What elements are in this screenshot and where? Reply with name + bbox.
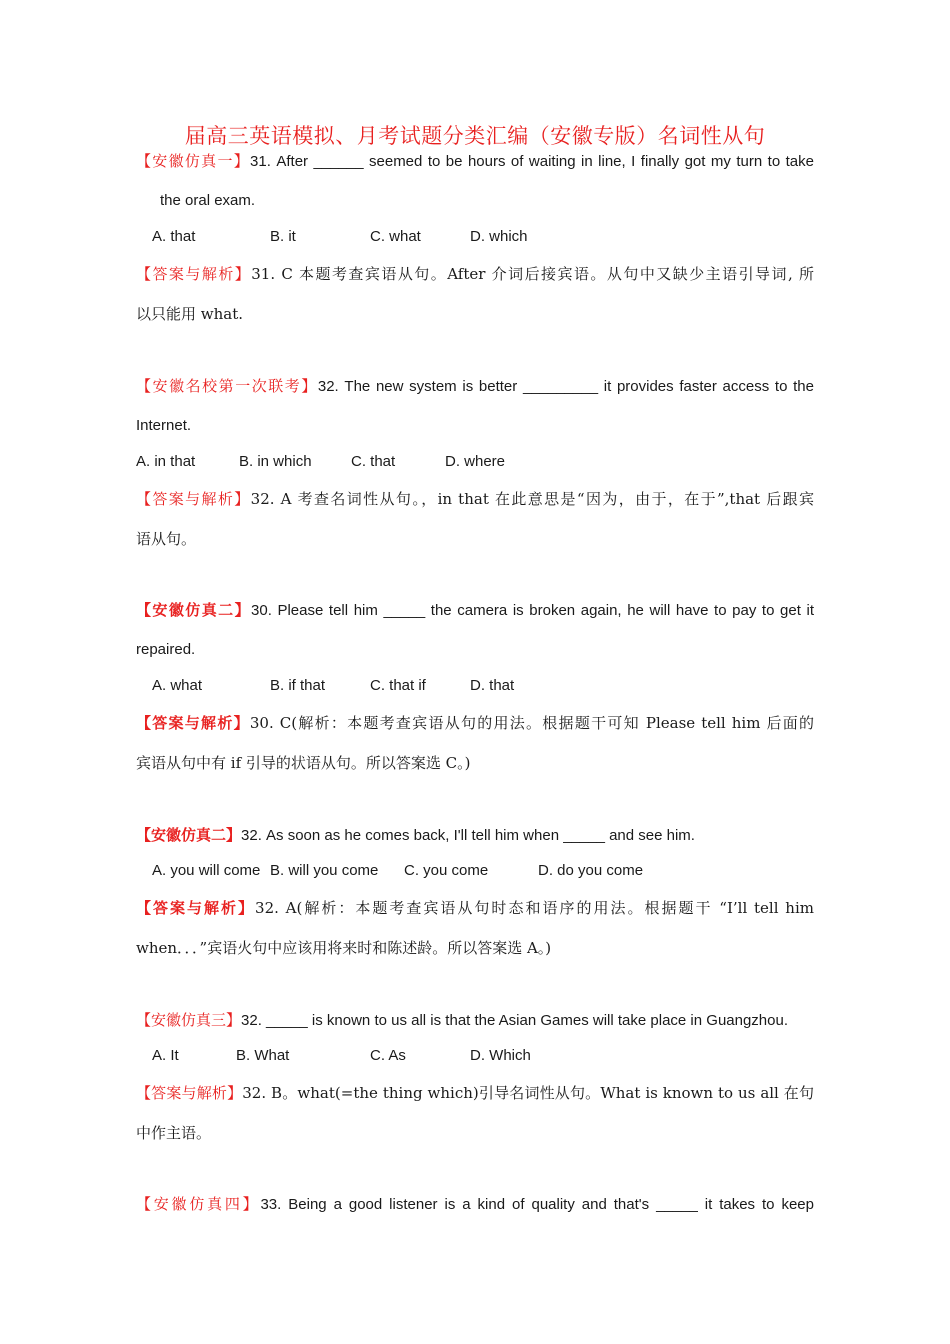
option-a: A. you will come [152,862,261,879]
answer-4-line-1 [136,888,814,928]
question-2 [136,366,814,446]
option-b: B. if that [270,677,326,694]
option-c: C. that if [370,677,426,694]
option-c: C. As [370,1047,406,1064]
option-b: B. What [236,1047,290,1064]
source-tag: 【安徽仿真三】 [136,1011,242,1029]
question-2-line-2: Internet. [136,417,192,434]
answer-tag: 【答案与解析】 [136,490,251,508]
question-3 [136,590,814,670]
question-5-line-1 [136,1000,814,1040]
question-2-options [136,447,814,477]
answer-tag: 【答案与解析】 [136,714,250,732]
option-d: D. do you come [538,862,644,879]
answer-text: 32. B。what(=the thing which)引导名词性从句。What is known to us all 在句 [242,1084,814,1102]
option-c: C. you come [404,862,489,879]
answer-text: 30. C(解析：本题考查宾语从句的用法。根据题干可知 Please tell him 后面的 [249,714,814,732]
question-3-options [136,671,814,701]
answer-tag: 【答案与解析】 [136,265,252,283]
answer-1-line-1 [136,254,814,294]
source-tag: 【安徽仿真二】 [136,826,242,844]
question-1-options [136,222,814,252]
question-6 [136,1184,814,1224]
question-text: 32. As soon as he comes back, I'll tell him when _____ and see him. [241,827,695,844]
answer-4-line-2: when．．．”宾语火句中应该用将来时和陈述龄。所以答案选 A。) [136,939,552,957]
question-5-options [136,1041,814,1071]
source-tag: 【安徽仿真二】 [136,601,252,619]
source-tag: 【安徽名校第一次联考】 [136,377,318,395]
answer-3 [136,703,814,783]
option-c: C. that [351,453,396,470]
answer-3-line-2: 宾语从句中有 if 引导的状语从句。所以答案选 C。) [136,754,471,772]
answer-2-line-1 [136,479,814,519]
answer-5 [136,1073,814,1153]
question-2-line-1 [136,366,814,406]
question-4-options [136,856,814,886]
source-tag: 【安徽仿真四】 [136,1195,261,1213]
question-text: 32. The new system is better _________ it provides faster access to the [317,378,814,395]
question-1-line-1 [136,141,814,181]
option-b: B. it [270,228,296,245]
question-text: 32. _____ is known to us all is that the Asian Games will take place in Guangzhou. [241,1012,789,1029]
document-title: 届高三英语模拟、月考试题分类汇编（安徽专版）名词性从句 [184,124,766,148]
answer-tag: 【答案与解析】 [136,899,256,917]
answer-1 [136,254,814,334]
answer-text: 31. C 本题考查宾语从句。After 介词后接宾语。从句中又缺少主语引导词, 所 [251,265,814,283]
source-tag: 【安徽仿真一】 [136,152,251,170]
option-a: A. in that [136,453,196,470]
option-a: A. It [152,1047,179,1064]
option-b: B. in which [239,453,312,470]
answer-text: 32. A 考查名词性从句。，in that 在此意思是“因为，由于，在于”,that 后跟宾 [250,490,814,508]
option-d: D. Which [470,1047,531,1064]
answer-2 [136,479,814,559]
answer-tag: 【答案与解析】 [136,1084,243,1102]
option-a: A. that [152,228,196,245]
question-3-line-1 [136,590,814,630]
answer-5-line-2: 中作主语。 [136,1124,212,1142]
option-d: D. which [470,228,528,245]
answer-2-line-2: 语从句。 [136,530,197,548]
question-text: 30. Please tell him _____ the camera is broken again, he will have to pay to get it [251,602,814,619]
answer-5-line-1 [136,1073,814,1113]
option-d: D. where [445,453,506,470]
answer-3-line-1 [136,703,814,743]
question-1 [136,141,814,221]
question-5 [136,1000,814,1040]
question-text: 33. Being a good listener is a kind of quality and that's _____ it takes to keep [260,1196,814,1213]
answer-4 [136,888,814,968]
question-text: 31. After ______ seemed to be hours of waiting in line, I finally got my turn to take [250,153,814,170]
question-6-line-1 [136,1184,814,1224]
answer-1-line-2: 以只能用 what. [136,305,244,323]
question-1-line-2: the oral exam. [160,192,256,209]
question-4 [136,815,814,855]
option-c: C. what [370,228,421,245]
option-b: B. will you come [270,862,379,879]
question-3-line-2: repaired. [136,641,196,658]
option-d: D. that [470,677,515,694]
question-4-line-1 [136,815,814,855]
answer-text: 32. A(解析：本题考查宾语从句时态和语序的用法。根据题干 “I’ll tell him [255,899,814,917]
option-a: A. what [152,677,203,694]
